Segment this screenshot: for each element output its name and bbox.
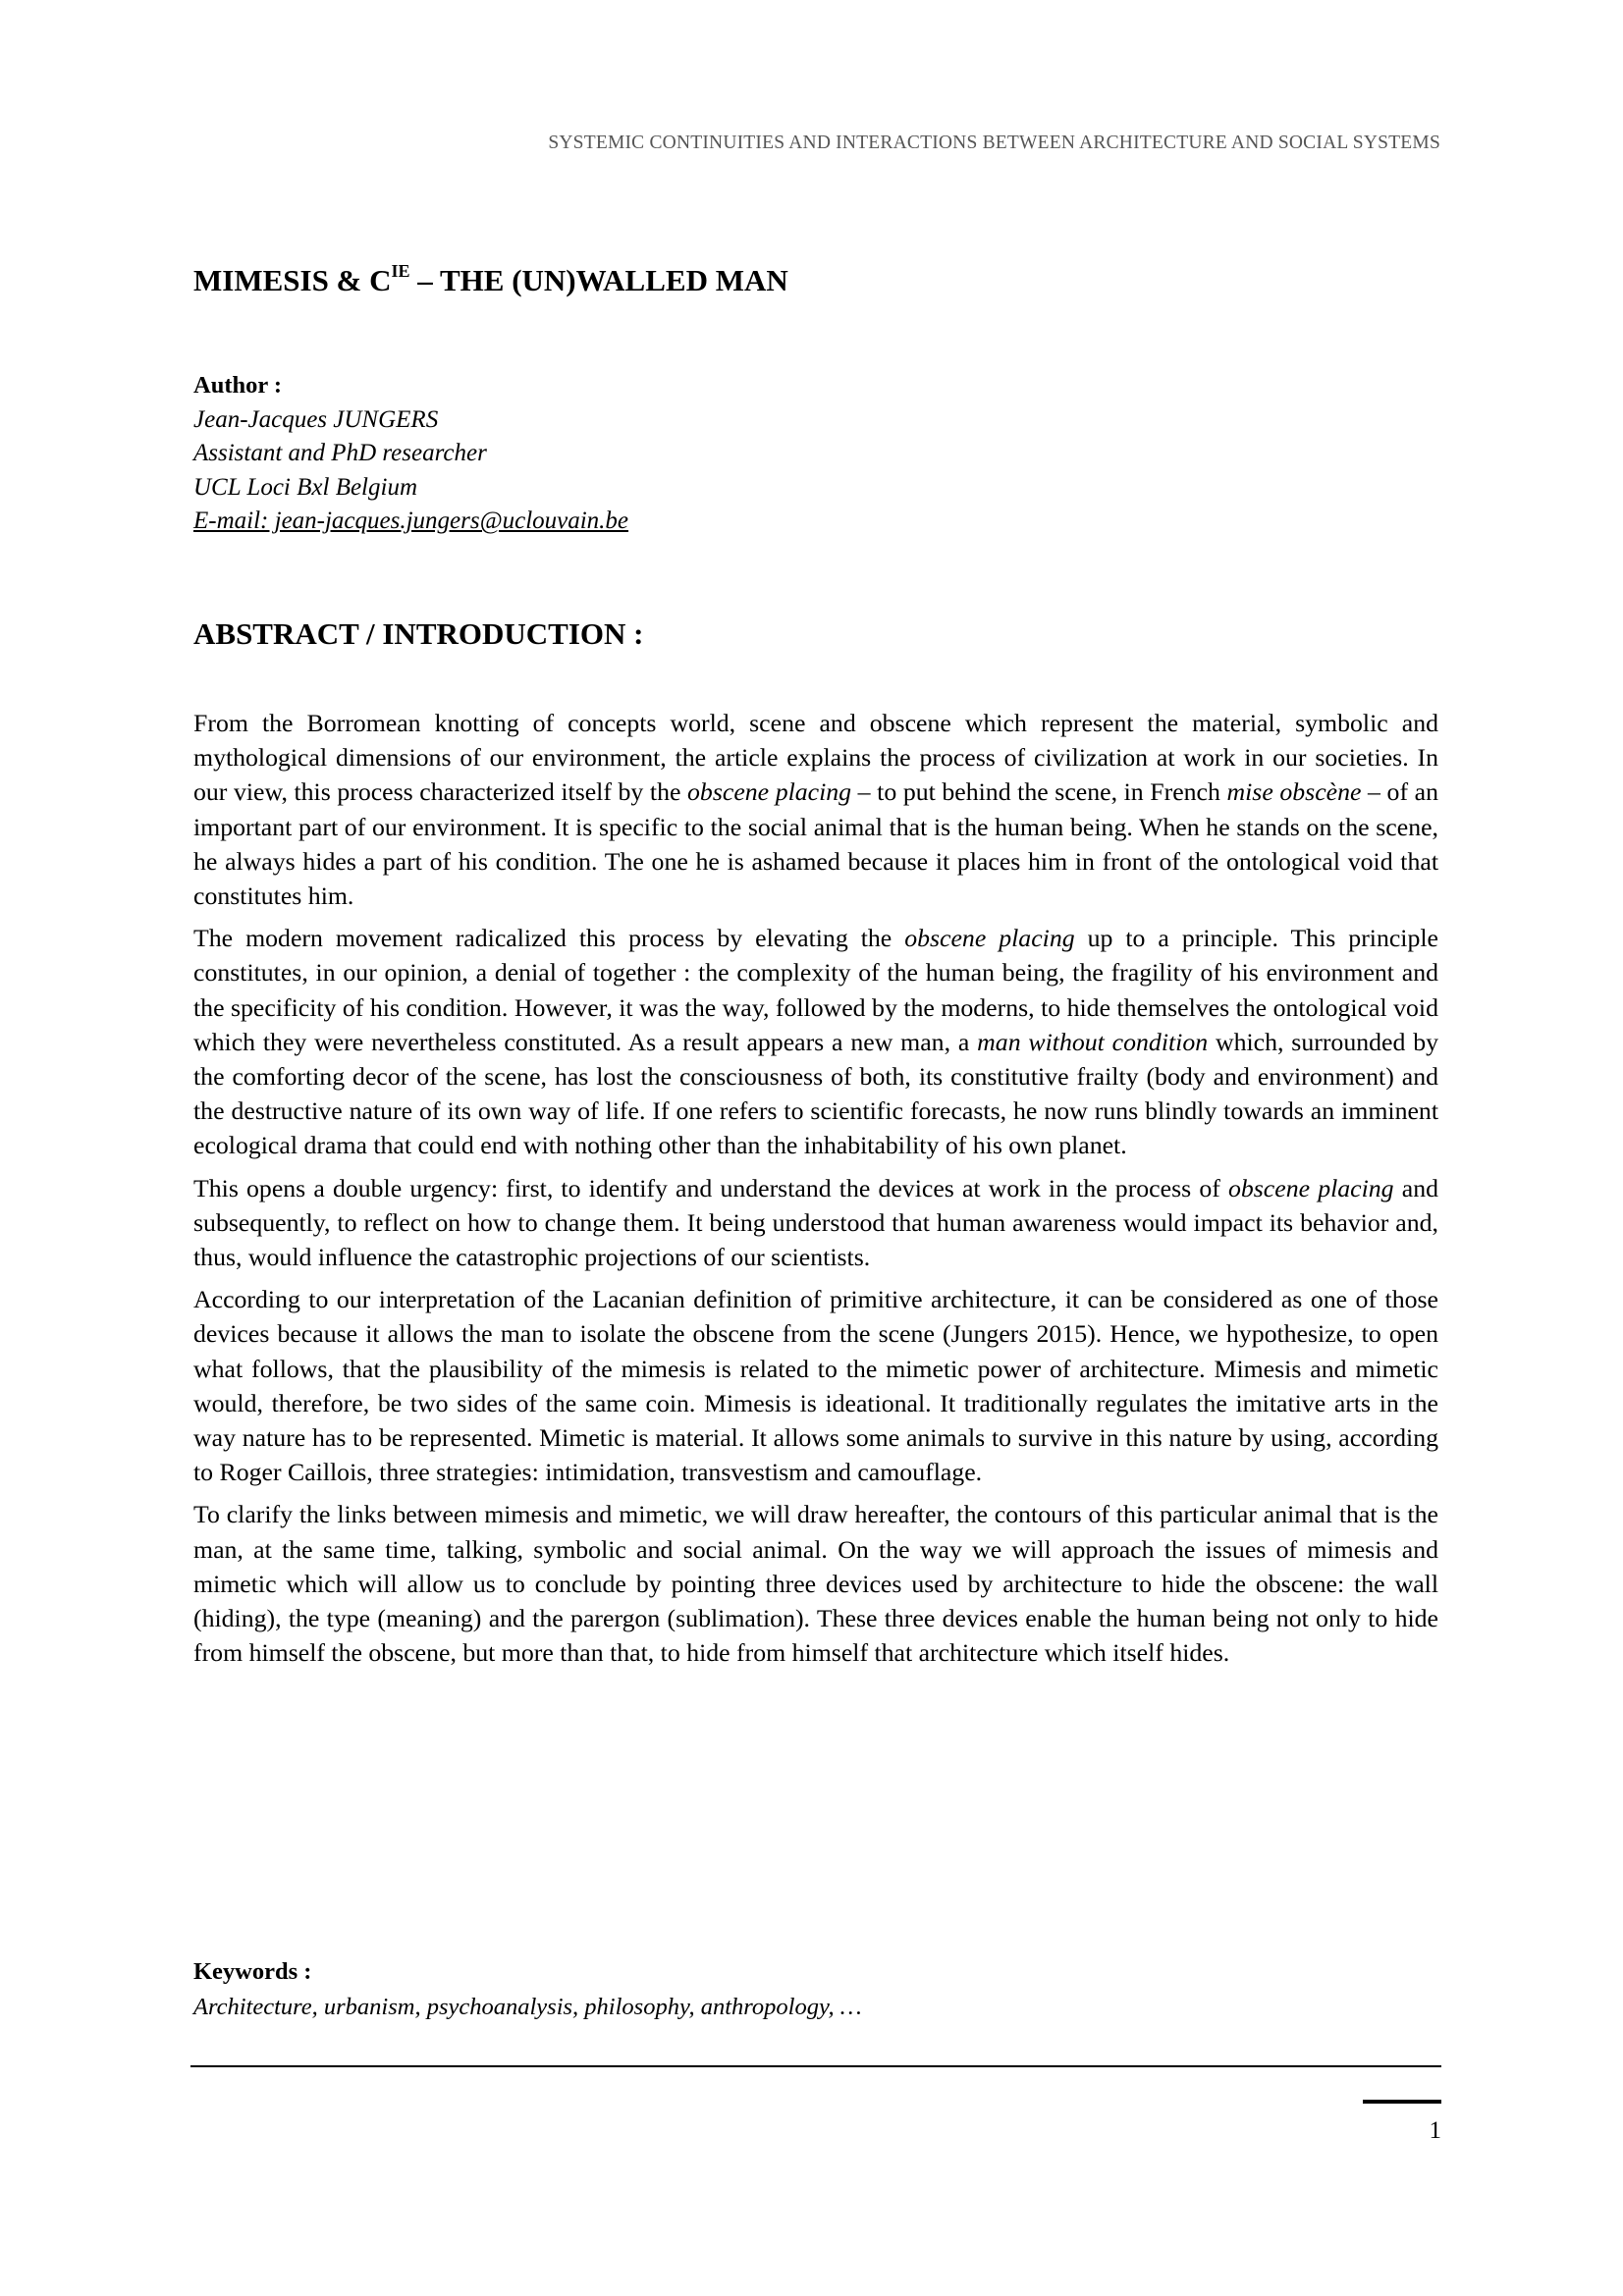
author-name: Jean-Jacques JUNGERS [193,405,439,433]
abstract-paragraph-5: To clarify the links between mimesis and mimetic, we will draw hereafter, the contours of this particular animal that is the man, at the same time, talking, symbolic and social animal. On the way we will approach the issues of mimesis and mimetic which will allow us to conclude by pointing three devices used by architecture to hide the obscene: the wall (hiding), the type (meaning) and the parergon (sublimation). These three devices enable the human being not only to hide from himself the obscene, but more than that, to hide from himself that architecture which itself hides. [193,1500,1438,1668]
title-main: MIMESIS & C [193,263,392,297]
text-span: The modern movement radicalized this process by elevating the [193,924,905,953]
abstract-paragraph-4: According to our interpretation of the Lacanian definition of primitive architecture, it can be considered as one of those devices because it allows the man to isolate the obscene from the scene (Jungers 2015). Hence, we hypothesize, to open what follows, that the plausibility of the mimesis is related to the mimetic power of architecture. Mimesis and mimetic would, therefore, be two sides of the same coin. Mimesis is ideational. It traditionally regulates the imitative arts in the way nature has to be represented. Mimetic is material. It allows some animals to survive in this nature by using, according to Roger Caillois, three strategies: intimidation, transvestism and camouflage. [193,1285,1438,1487]
footer-divider [190,2065,1441,2067]
emphasis-man-without-condition: man without condition [977,1027,1209,1056]
emphasis-mise-obscene: mise obscène [1226,777,1362,807]
emphasis-obscene-placing: obscene placing [687,777,852,807]
keywords-block [193,1955,862,2026]
text-span: up to a principle. This principle constitutes, in our opinion, a denial of together : the complexity of the human being, the fragility of his environment and the specificity of his condition. However, it was the way, followed by the moderns, to hide themselves the ontological void which they were nevertheless constituted. As a result appears a new man, a [193,924,1438,1056]
page-number: 1 [1429,2117,1441,2144]
text-span: and subsequently, to reflect on how to change them. It being understood that human awareness would impact its behavior and, thus, would influence the catastrophic projections of our scientists. [193,1173,1438,1272]
title-subtitle: – THE (UN)WALLED MAN [409,263,788,297]
keywords-label: Keywords : [193,1958,312,1985]
abstract-paragraph-1 [193,706,1438,913]
abstract-body [193,706,1438,1678]
running-header: SYSTEMIC CONTINUITIES AND INTERACTIONS BETWEEN ARCHITECTURE AND SOCIAL SYSTEMS [548,133,1440,153]
text-span: This opens a double urgency: first, to identify and understand the devices at work in the process of [193,1173,1228,1202]
text-span: – of an important part of our environment. It is specific to the social animal that is the human being. When he stands on the scene, he always hides a part of his condition. The one he is ashamed because it places him in front of the ontological void that constitutes him. [193,777,1438,911]
paper-title [193,260,788,298]
page-number-rule [1363,2100,1441,2104]
text-span: From the Borromean knotting of concepts world, scene and obscene which represent the material, symbolic and mythological dimensions of our environment, the article explains the process of civilization at work in our societies. In our view, this process characterized itself by the [193,709,1438,807]
keywords-list: Architecture, urbanism, psychoanalysis, philosophy, anthropology, … [193,1994,862,2020]
abstract-heading: ABSTRACT / INTRODUCTION : [193,616,644,651]
author-affiliation: UCL Loci Bxl Belgium [193,473,418,501]
abstract-paragraph-2 [193,921,1438,1162]
author-block [193,369,628,539]
text-span: which, surrounded by the comforting decor of the scene, has lost the consciousness of both, its constitutive frailty (body and environment) and the destructive nature of its own way of life. If one refers to scientific forecasts, he now runs blindly towards an imminent ecological drama that could end with nothing other than the inhabitability of his own planet. [193,1027,1438,1160]
text-span: – to put behind the scene, in French [851,777,1227,807]
author-email-link[interactable]: E-mail: jean-jacques.jungers@uclouvain.be [193,507,629,535]
author-label: Author : [193,372,283,399]
abstract-paragraph-3 [193,1171,1438,1275]
title-superscript: IE [391,260,410,281]
author-position: Assistant and PhD researcher [193,440,487,467]
emphasis-obscene-placing: obscene placing [904,924,1075,953]
emphasis-obscene-placing: obscene placing [1227,1173,1394,1202]
